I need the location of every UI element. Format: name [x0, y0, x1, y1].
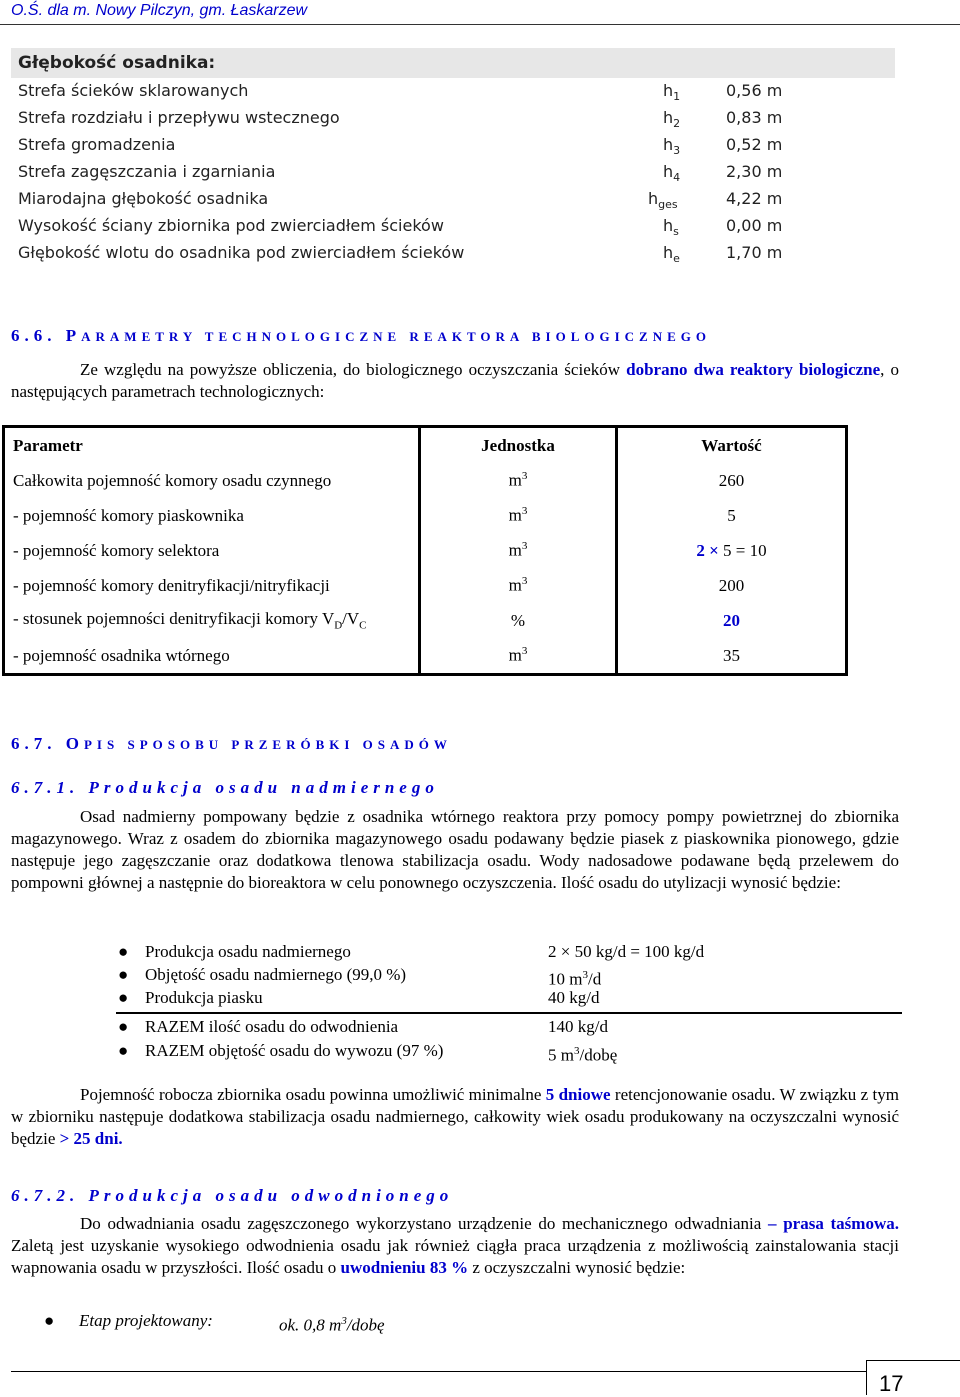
list-item-value: 40 kg/d [548, 988, 600, 1007]
column-header: Parametr [4, 427, 420, 464]
column-header: Jednostka [420, 427, 617, 464]
section-heading-6-6: 6.6. PARAMETRY TECHNOLOGICZNE REAKTORA BIOLOGICZNEGO [11, 326, 711, 345]
param-value: 35 [723, 645, 740, 665]
bullet-icon: ● [118, 942, 129, 961]
panel-row [11, 158, 895, 185]
section-heading-6-7-2: 6.7.2. Produkcja osadu odwodnionego [11, 1186, 454, 1205]
bullet-icon: ● [118, 1017, 129, 1036]
intro-paragraph: Ze względu na powyższe obliczenia, do biologicznego oczyszczania ścieków dobrano dwa reaktory biologiczne, o następujących parametrach technologicznych: [11, 360, 899, 401]
panel-row [11, 212, 895, 239]
list-divider [116, 1012, 902, 1014]
list-item-value: 2 × 50 kg/d = 100 kg/d [548, 942, 705, 961]
panel-row-value: 1,70 m [726, 243, 783, 262]
param-unit: $m^3$ [420, 638, 617, 675]
section-heading-6-7-1: 6.7.1. Produkcja osadu nadmiernego [11, 778, 439, 797]
panel-row [11, 104, 895, 131]
panel-row-label: Miarodajna głębokość osadnika [18, 189, 269, 208]
panel-title: Głębokość osadnika: [11, 48, 895, 78]
panel-row-label: Głębokość wlotu do osadnika pod zwierciadłem ścieków [18, 243, 465, 262]
param-name: - pojemność komory denitryfikacji/nitryfikacji [4, 568, 420, 603]
param-name: - stosunek pojemności denitryfikacji komory $V_D/V_C$ [4, 603, 420, 638]
panel-row-label: Strefa zagęszczania i zgarniania [18, 162, 276, 181]
param-name: Całkowita pojemność komory osadu czynnego [4, 463, 420, 498]
panel-row-symbol: $h_2$ [663, 108, 681, 130]
param-value: 2 × 5 = 10 [696, 540, 767, 560]
dewatering-paragraph: Do odwadniania osadu zagęszczonego wykorzystano urządzenie do mechanicznego odwadniania – prasa taśmowa. Zaletą jest uzyskanie wysokiego odwodnienia osadu jak również ciągła praca urządzenia z możliwością zainstalowania stacji wapnowania osadu w przyszłości. Ilość osadu o uwodnieniu 83 % z oczyszczalni wynosić będzie: [11, 1214, 899, 1277]
list-item-value: 10 $m^3/d$ [548, 969, 602, 989]
settling-tank-depth-panel [11, 44, 895, 268]
times-icon: × [704, 540, 724, 560]
param-value: 20 [723, 610, 740, 630]
panel-row-value: 0,52 m [726, 135, 783, 154]
panel-row-symbol: $h_{ges}$ [648, 189, 678, 211]
table-row [4, 568, 847, 603]
bullet-icon: ● [118, 1041, 129, 1060]
panel-row-value: 0,00 m [726, 216, 783, 235]
panel-row-label: Strefa gromadzenia [18, 135, 176, 154]
panel-row-value: 0,83 m [726, 108, 783, 127]
retention-paragraph: Pojemność robocza zbiornika osadu powinna umożliwić minimalne 5 dniowe retencjonowanie osadu. W związku z tym w zbiorniku następuje dodatkowa stabilizacja osadu nadmiernego, całkowity wiek osadu produkowany na oczyszczalni wynosić będzie > 25 dni. [11, 1085, 899, 1148]
panel-row-value: 2,30 m [726, 162, 783, 181]
bullet-icon: ● [118, 965, 129, 984]
param-unit: $m^3$ [420, 568, 617, 603]
panel-row-label: Strefa rozdziału i przepływu wstecznego [18, 108, 340, 127]
design-stage-item [44, 1309, 385, 1335]
table-header-row [4, 427, 847, 464]
design-stage-value: ok. 0,8 $m^3$/dobę [279, 1315, 385, 1335]
panel-row-symbol: $h_4$ [663, 162, 681, 184]
panel-row [11, 239, 895, 266]
table-row [4, 498, 847, 533]
table-row [4, 533, 847, 568]
page-number: 17 [879, 1371, 904, 1396]
footer-divider [11, 1371, 867, 1372]
panel-row [11, 131, 895, 158]
page-header: O.Ś. dla m. Nowy Pilczyn, gm. Łaskarzew [11, 2, 308, 19]
panel-row-symbol: $h_s$ [663, 216, 679, 238]
bullet-icon: ● [118, 988, 129, 1007]
table-row [4, 638, 847, 675]
param-name: - pojemność komory selektora [4, 533, 420, 568]
param-value: 5 [727, 505, 736, 525]
panel-row [11, 185, 895, 212]
panel-row-label: Wysokość ściany zbiornika pod zwierciadłem ścieków [18, 216, 444, 235]
table-row [4, 463, 847, 498]
panel-row-label: Strefa ścieków sklarowanych [18, 81, 249, 100]
panel-row-symbol: $h_3$ [663, 135, 681, 157]
times-icon: × [556, 942, 575, 961]
param-unit: $m^3$ [420, 463, 617, 498]
param-name: - pojemność komory piaskownika [4, 498, 420, 533]
parameters-table [2, 425, 848, 676]
panel-row-symbol: $h_e$ [663, 243, 680, 265]
bullet-icon: ● [44, 1311, 55, 1330]
param-unit: % [420, 603, 617, 638]
panel-row [11, 77, 895, 104]
param-name: - pojemność osadnika wtórnego [4, 638, 420, 675]
list-item-value: 5 $m^3$/dobę [548, 1045, 618, 1065]
param-unit: $m^3$ [420, 498, 617, 533]
panel-row-value: 0,56 m [726, 81, 783, 100]
panel-row-symbol: $h_1$ [663, 81, 681, 103]
header-divider [0, 24, 960, 25]
design-stage-label: Etap projektowany: [79, 1311, 213, 1330]
list-item-value: 140 kg/d [548, 1017, 608, 1036]
panel-row-value: 4,22 m [726, 189, 783, 208]
param-unit: $m^3$ [420, 533, 617, 568]
param-value: 260 [718, 470, 745, 490]
table-row [4, 603, 847, 638]
param-value: 200 [718, 575, 745, 595]
column-header: Wartość [701, 435, 762, 455]
section-heading-6-7: 6.7. OPIS SPOSOBU PRZERÓBKI OSADÓW [11, 734, 452, 753]
excess-sludge-paragraph: Osad nadmierny pompowany będzie z osadnika wtórnego reaktora przy pomocy pompy powietrznej do zbiornika magazynowego. Wraz z osadem do zbiornika magazynowego osadu podawany będzie piasek z piaskownika pionowego, gdzie następuje jego zagęszczanie oraz dodatkowa tlenowa stabilizacja osadu. Wody nadosadowe podawane będą przelewem do pompowni głównej a następnie do bioreaktora w celu ponownego oczyszczenia. Ilość osadu do utylizacji wynosić będzie: [11, 807, 899, 892]
